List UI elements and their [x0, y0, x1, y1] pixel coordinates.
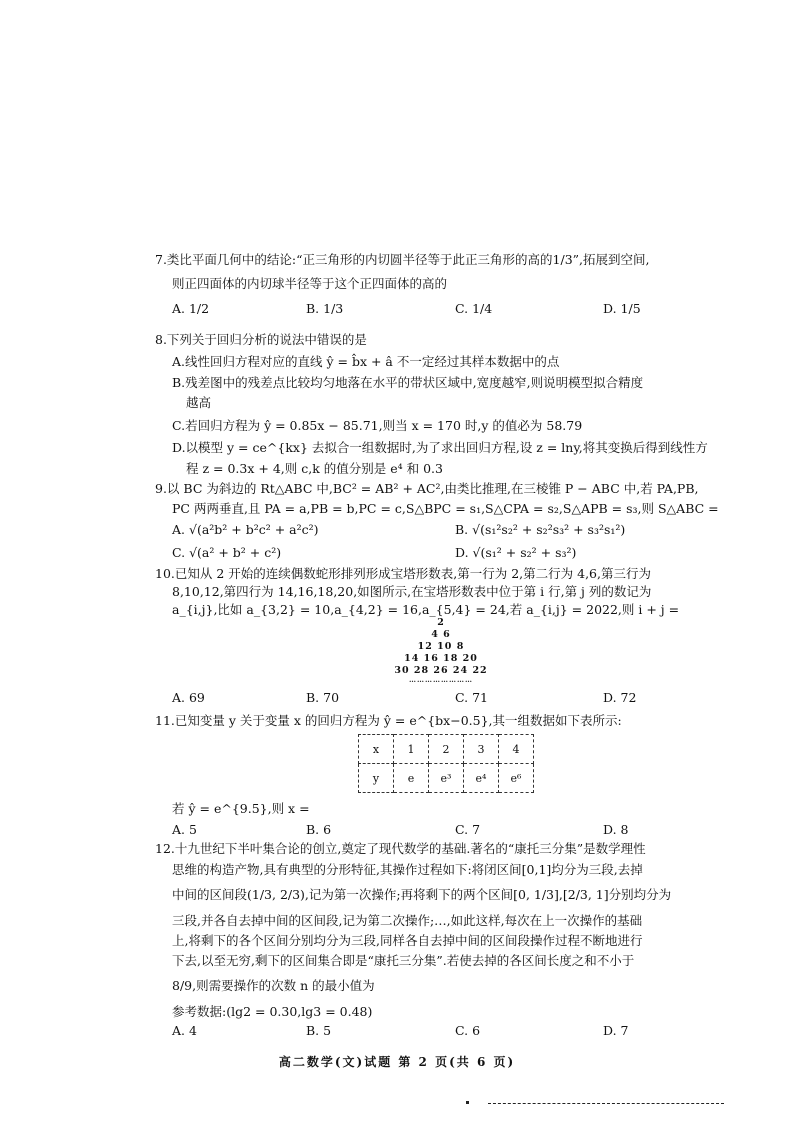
q10-option-d: D. 72 — [603, 690, 637, 705]
q9-option-b: B. √(s₁²s₂² + s₂²s₃² + s₃²s₁²) — [455, 522, 626, 537]
q7-option-a: A. 1/2 — [172, 301, 210, 316]
q7-option-b: B. 1/3 — [306, 301, 344, 316]
table-cell: 1 — [394, 735, 429, 764]
q11-option-d: D. 8 — [603, 822, 629, 837]
q8-option-c: C.若回归方程为 ŷ = 0.85x − 85.71,则当 x = 170 时,y 的值必为 58.79 — [172, 418, 583, 433]
table-cell: e³ — [429, 764, 464, 793]
table-row-y — [359, 764, 534, 793]
q12-option-a: A. 4 — [172, 1023, 197, 1038]
q10-stem-line3: a_{i,j},比如 a_{3,2} = 10,a_{4,2} = 16,a_{5,4} = 24,若 a_{i,j} = 2022,则 i + j = — [172, 602, 680, 617]
table-cell: x — [359, 735, 394, 764]
footer-rule — [488, 1103, 724, 1104]
data-table — [358, 734, 534, 793]
q10-option-b: B. 70 — [306, 690, 340, 705]
q12-stem-line4: 三段,并各自去掉中间的区间段,记为第二次操作;…,如此这样,每次在上一次操作的基础 — [172, 913, 643, 928]
table-cell: e⁶ — [499, 764, 534, 793]
q11-stem: 11.已知变量 y 关于变量 x 的回归方程为 ŷ = e^{bx−0.5},其一组数据如下表所示: — [155, 713, 622, 728]
q7-stem-line2: 则正四面体的内切球半径等于这个正四面体的高的 — [172, 276, 448, 291]
q9-option-a: A. √(a²b² + b²c² + a²c²) — [172, 522, 319, 537]
table-cell: 3 — [464, 735, 499, 764]
page-footer: 高二数学(文)试题 第 2 页(共 6 页) — [278, 1055, 516, 1069]
q9-stem-line1: 9.以 BC 为斜边的 Rt△ABC 中,BC² = AB² + AC²,由类比推理,在三棱锥 P − ABC 中,若 PA,PB, — [155, 481, 699, 496]
pyramid-row-5: 30 28 26 24 22 — [394, 665, 488, 676]
q12-option-c: C. 6 — [455, 1023, 481, 1038]
q9-option-c: C. √(a² + b² + c²) — [172, 545, 282, 560]
pyramid-row-2: 4 6 — [431, 629, 451, 640]
q11-option-c: C. 7 — [455, 822, 481, 837]
q8-option-d-line2: 程 z = 0.3x + 4,则 c,k 的值分别是 e⁴ 和 0.3 — [186, 461, 443, 476]
q12-stem-line5: 上,将剩下的各个区间分别均分为三段,同样各自去掉中间的区间段操作过程不断地进行 — [172, 933, 643, 948]
table-row-x — [359, 735, 534, 764]
q8-stem: 8.下列关于回归分析的说法中错误的是 — [155, 332, 367, 347]
q10-stem-line2: 8,10,12,第四行为 14,16,18,20,如图所示,在宝塔形数表中位于第 i 行,第 j 列的数记为 — [172, 584, 652, 599]
pyramid-row-3: 12 10 8 — [417, 641, 465, 652]
q10-option-c: C. 71 — [455, 690, 488, 705]
q12-option-b: B. 5 — [306, 1023, 332, 1038]
q9-option-d: D. √(s₁² + s₂² + s₃²) — [455, 545, 577, 560]
q9-stem-line2: PC 两两垂直,且 PA = a,PB = b,PC = c,S△BPC = s₁,S△CPA = s₂,S△APB = s₃,则 S△ABC = — [172, 501, 719, 516]
q12-stem-line3: 中间的区间段(1/3, 2/3),记为第一次操作;再将剩下的两个区间[0, 1/3],[2/3, 1]分别均分为 — [172, 887, 672, 902]
q10-stem-line1: 10.已知从 2 开始的连续偶数蛇形排列形成宝塔形数表,第一行为 2,第二行为 4,6,第三行为 — [155, 566, 651, 581]
q8-option-b-line1: B.残差图中的残差点比较均匀地落在水平的带状区域中,宽度越窄,则说明模型拟合精度 — [172, 375, 644, 390]
q12-option-d: D. 7 — [603, 1023, 629, 1038]
q11-condition: 若 ŷ = e^{9.5},则 x = — [172, 801, 310, 816]
pyramid-row-4: 14 16 18 20 — [404, 653, 478, 664]
pyramid-row-1: 2 — [437, 617, 445, 628]
table-cell: y — [359, 764, 394, 793]
q11-option-b: B. 6 — [306, 822, 332, 837]
q8-option-a: A.线性回归方程对应的直线 ŷ = b̂x + â 不一定经过其样本数据中的点 — [172, 354, 560, 369]
table-cell: 2 — [429, 735, 464, 764]
q7-option-c: C. 1/4 — [455, 301, 493, 316]
pyramid-ellipsis: …………………… — [409, 675, 473, 684]
table-cell: e — [394, 764, 429, 793]
q12-stem-line7: 8/9,则需要操作的次数 n 的最小值为 — [172, 978, 375, 993]
q12-stem-line6: 下去,以至无穷,剩下的区间集合即是“康托三分集”.若使去掉的各区间长度之和不小于 — [172, 953, 635, 968]
q8-option-b-line2: 越高 — [186, 395, 212, 410]
q8-option-d-line1: D.以模型 y = ce^{kx} 去拟合一组数据时,为了求出回归方程,设 z = lny,将其变换后得到线性方 — [172, 440, 708, 455]
q7-stem-line1: 7.类比平面几何中的结论:“正三角形的内切圆半径等于此正三角形的高的1/3”,拓展到空间, — [155, 252, 650, 267]
q7-option-d: D. 1/5 — [603, 301, 641, 316]
footer-dot — [466, 1101, 469, 1104]
q12-stem-line1: 12.十九世纪下半叶集合论的创立,奠定了现代数学的基础.著名的“康托三分集”是数学理性 — [155, 841, 646, 856]
q10-option-a: A. 69 — [172, 690, 205, 705]
q11-option-a: A. 5 — [172, 822, 197, 837]
table-cell: e⁴ — [464, 764, 499, 793]
q12-reference-data: 参考数据:(lg2 = 0.30,lg3 = 0.48) — [172, 1004, 373, 1019]
q12-stem-line2: 思维的构造产物,具有典型的分形特征,其操作过程如下:将闭区间[0,1]均分为三段,去掉 — [172, 862, 643, 877]
table-cell: 4 — [499, 735, 534, 764]
